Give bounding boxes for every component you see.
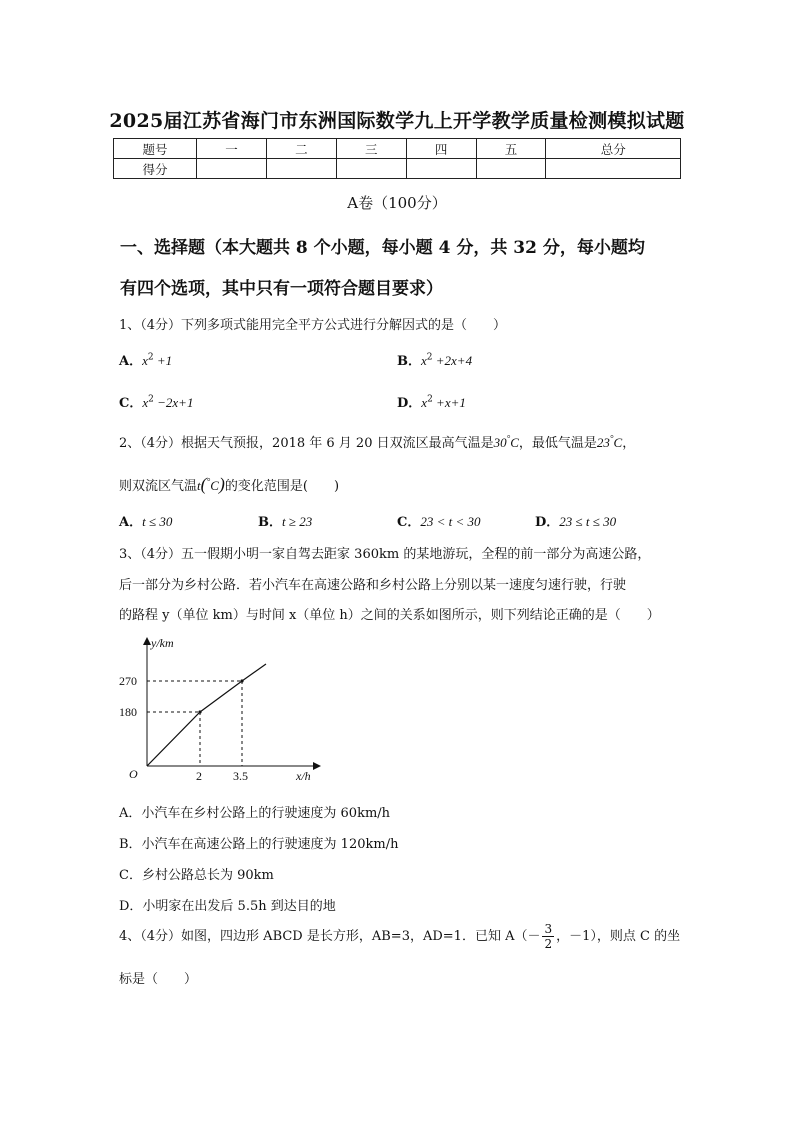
y-tick-180: 180 bbox=[119, 705, 137, 719]
q3-option-c: C．乡村公路总长为 90km bbox=[119, 868, 274, 883]
score-cell bbox=[476, 159, 546, 179]
score-table-header-row bbox=[114, 139, 681, 159]
exam-title: 2025届江苏省海门市东洲国际数学九上开学教学质量检测模拟试题 bbox=[109, 110, 685, 132]
q3-option-d: D．小明家在出发后 5.5h 到达目的地 bbox=[119, 899, 336, 914]
score-cell bbox=[546, 159, 681, 179]
q1-option-b: B．$x^2 +2x+4$ bbox=[397, 352, 473, 369]
y-axis-label: y/km bbox=[151, 636, 174, 650]
q2-stem-line1: 2、（4分）根据天气预报，2018 年 6 月 20 日双流区最高气温是30°C，最低气温是23°C， bbox=[119, 433, 636, 451]
score-cell bbox=[197, 159, 267, 179]
score-row-label: 得分 bbox=[114, 159, 197, 179]
q3-option-a: A．小汽车在乡村公路上的行驶速度为 60km/h bbox=[119, 806, 391, 821]
section-a-heading: A卷（100分） bbox=[347, 194, 447, 212]
score-table-header: 题号 bbox=[114, 139, 197, 159]
score-table-header: 五 bbox=[476, 139, 546, 159]
x-tick-2: 2 bbox=[196, 769, 202, 783]
turn-point bbox=[198, 710, 201, 713]
score-table bbox=[113, 138, 681, 179]
q3-stem-line2: 后一部分为乡村公路．若小汽车在高速公路和乡村公路上分别以某一速度匀速行驶，行驶 bbox=[119, 578, 627, 593]
score-table-header: 四 bbox=[406, 139, 476, 159]
score-table-header: 二 bbox=[266, 139, 336, 159]
q3-stem-line3: 的路程 y（单位 km）与时间 x（单位 h）之间的关系如图所示，则下列结论正确的是（ ） bbox=[119, 608, 660, 623]
origin-label: O bbox=[129, 767, 138, 781]
q3-stem-line1: 3、（4分）五一假期小明一家自驾去距家 360km 的某地游玩，全程的前一部分为高速公路， bbox=[119, 547, 651, 562]
y-tick-270: 270 bbox=[119, 674, 137, 688]
part1-heading-line1: 一、选择题（本大题共 8 个小题，每小题 4 分，共 32 分，每小题均 bbox=[120, 238, 645, 258]
score-table-header: 三 bbox=[336, 139, 406, 159]
q2-low-temp: 23°C bbox=[596, 433, 623, 450]
q4-fraction: $\frac{3}{2}$ bbox=[544, 922, 553, 951]
q2-option-b: B．t ≥ 23 bbox=[258, 514, 313, 530]
q2-option-d: D．23 ≤ t ≤ 30 bbox=[535, 514, 617, 530]
part1-heading-line2: 有四个选项，其中只有一项符合题目要求） bbox=[120, 279, 443, 299]
score-cell bbox=[266, 159, 336, 179]
q2-high-temp: 30°C bbox=[493, 433, 519, 450]
q4-stem-line1: 4、（4分）如图，四边形 ABCD 是长方形，AB=3，AD=1．已知 A（－ $\frac{3}{2}$ ，－1），则点 C 的坐 bbox=[119, 922, 681, 951]
q1-option-c: C．$x^2 -2x+1$ bbox=[119, 394, 194, 411]
score-table-header: 一 bbox=[197, 139, 267, 159]
q2-temp-variable: t(°C) bbox=[197, 474, 225, 494]
score-cell bbox=[406, 159, 476, 179]
q4-stem-line2: 标是（ ） bbox=[119, 972, 198, 987]
q1-option-a: A．$x^2 +1$ bbox=[119, 352, 173, 369]
score-cell bbox=[336, 159, 406, 179]
q2-stem-line2: 则双流区气温t(°C)的变化范围是( ) bbox=[119, 474, 340, 494]
point-270 bbox=[240, 679, 243, 682]
q2-option-a: A．t ≤ 30 bbox=[119, 514, 173, 530]
q1-stem: 1、（4分）下列多项式能用完全平方公式进行分解因式的是（ ） bbox=[119, 318, 507, 333]
x-tick-3-5: 3.5 bbox=[233, 769, 248, 783]
q1-option-d: D．$x^2 +x+1$ bbox=[397, 394, 466, 411]
q3-option-b: B．小汽车在高速公路上的行驶速度为 120km/h bbox=[119, 837, 399, 852]
score-table-header: 总分 bbox=[546, 139, 681, 159]
q2-option-c: C．23 < t < 30 bbox=[397, 514, 481, 530]
distance-time-graph bbox=[110, 630, 340, 790]
x-axis-label: x/h bbox=[296, 769, 311, 783]
distance-line bbox=[147, 664, 266, 766]
score-table-score-row bbox=[114, 159, 681, 179]
